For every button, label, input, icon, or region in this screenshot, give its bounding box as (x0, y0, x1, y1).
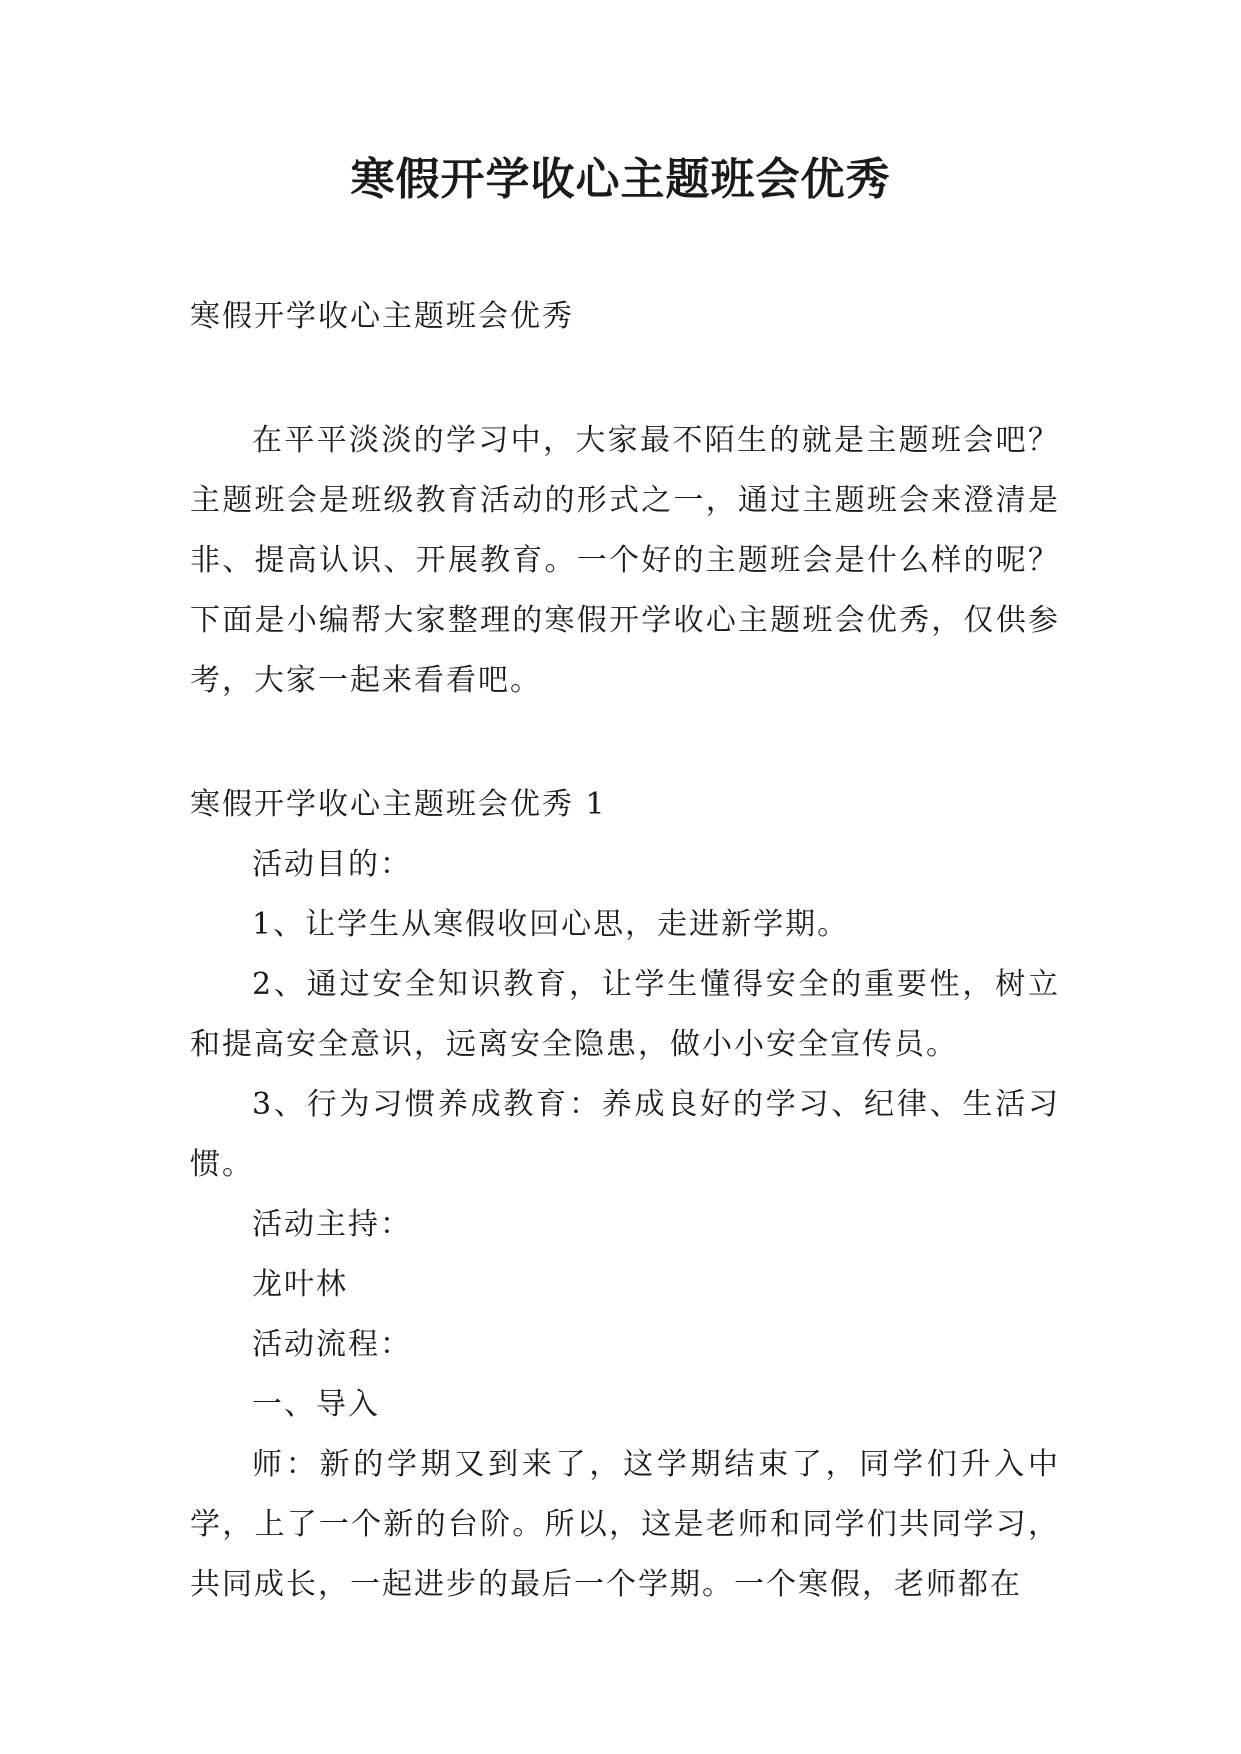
section-heading: 寒假开学收心主题班会优秀 1 (190, 787, 607, 822)
paragraph-host-name: 龙叶林 (252, 1267, 348, 1302)
paragraph-process-label: 活动流程： (252, 1327, 412, 1362)
document-title: 寒假开学收心主题班会优秀 (350, 154, 891, 205)
paragraph-step-1: 一、导入 (252, 1387, 380, 1422)
intro-paragraph: 在平平淡淡的学习中，大家最不陌生的就是主题班会吧？主题班会是班级教育活动的形式之一，通过主题班会来澄清是非、提高认识、开展教育。一个好的主题班会是什么样的呢？下面是小编帮大家整理的寒假开学收心主题班会优秀，仅供参考，大家一起来看看吧。 (190, 423, 1060, 698)
paragraph-teacher-speech: 师：新的学期又到来了，这学期结束了，同学们升入中学，上了一个新的台阶。所以，这是老师和同学们共同学习，共同成长，一起进步的最后一个学期。一个寒假，老师都在 (190, 1447, 1060, 1602)
paragraph-goal-2: 2、通过安全知识教育，让学生懂得安全的重要性，树立和提高安全意识，远离安全隐患，做小小安全宣传员。 (190, 967, 1060, 1062)
paragraph-host-label: 活动主持： (252, 1207, 412, 1242)
paragraph-goal-3: 3、行为习惯养成教育：养成良好的学习、纪律、生活习惯。 (190, 1087, 1060, 1182)
paragraph-activity-goal-label: 活动目的： (252, 847, 412, 882)
paragraph-goal-1: 1、让学生从寒假收回心思，走进新学期。 (252, 907, 850, 942)
spacer (190, 711, 1060, 775)
document-subtitle: 寒假开学收心主题班会优秀 (190, 299, 574, 334)
spacer (190, 347, 1060, 411)
document-body (190, 287, 1060, 1615)
